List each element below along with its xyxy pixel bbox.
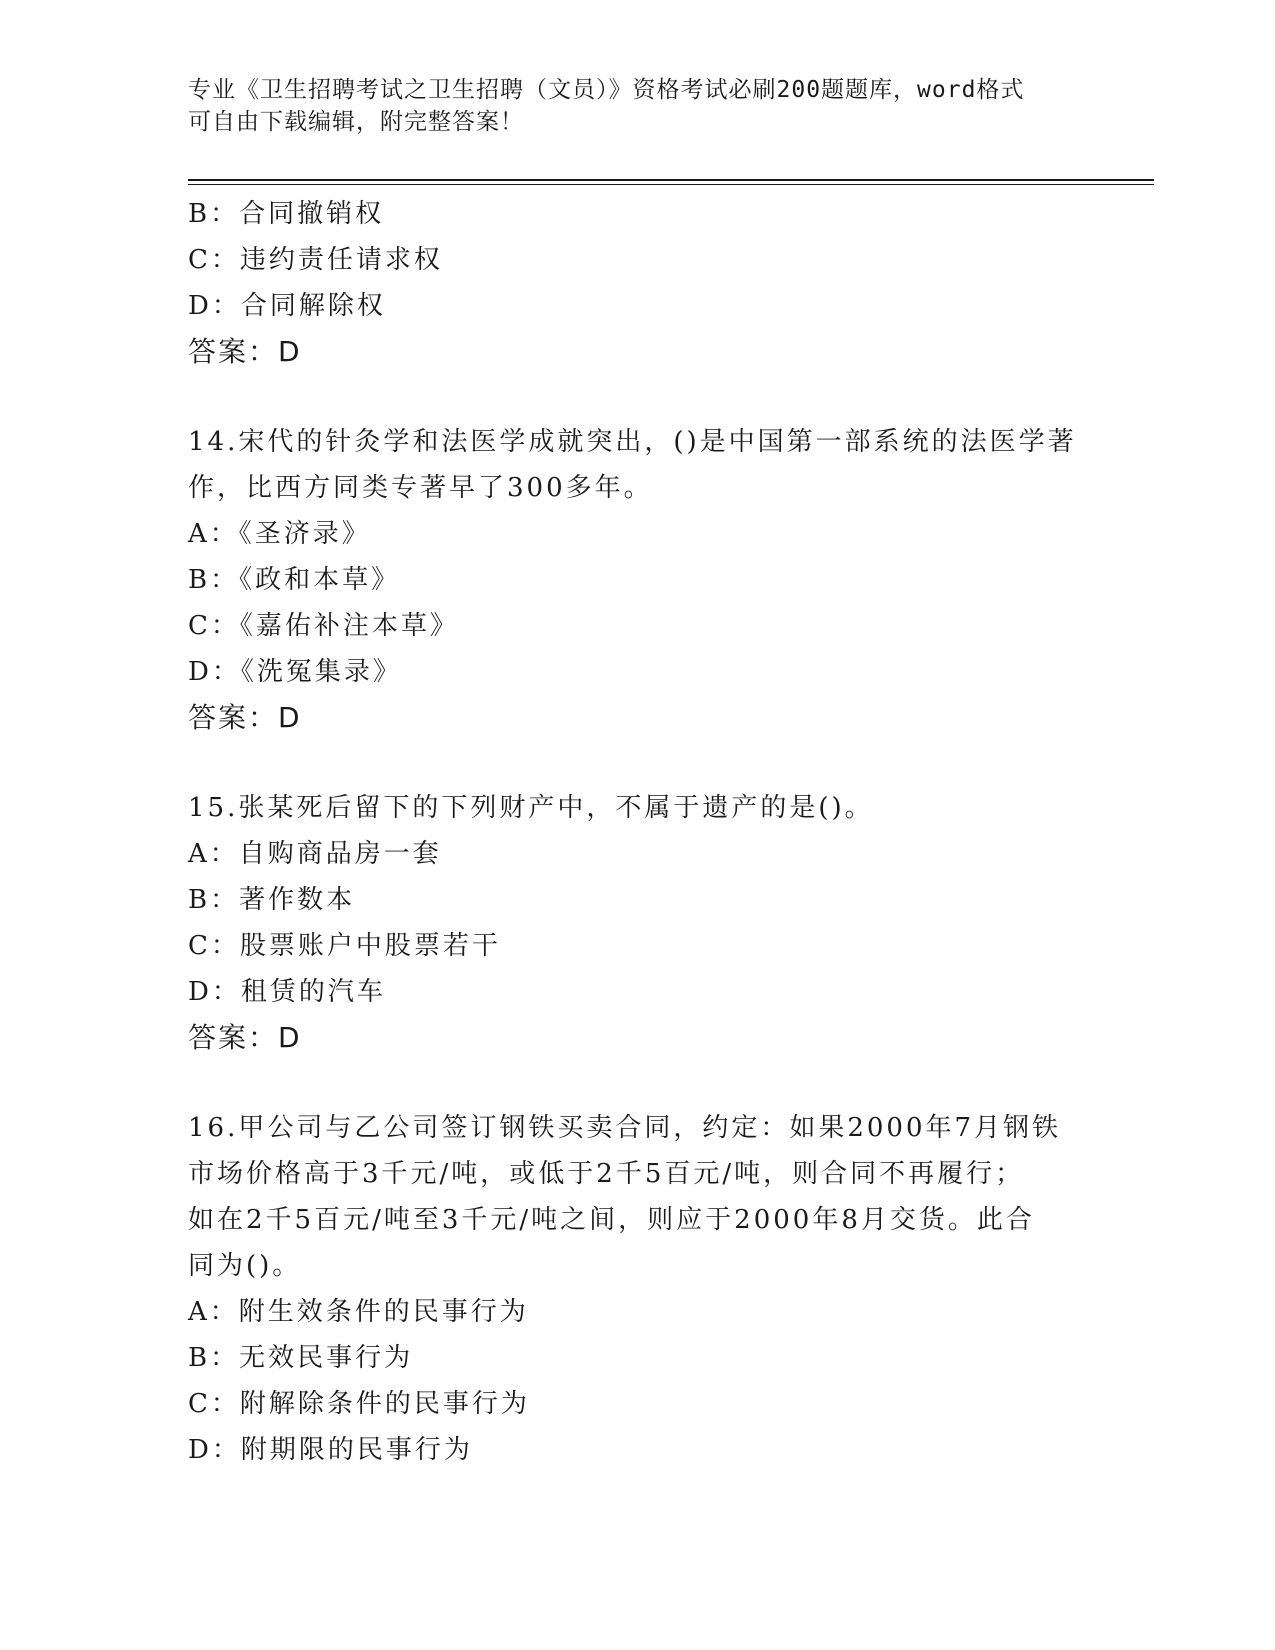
option-b: B：著作数本 bbox=[188, 885, 356, 915]
question-15 bbox=[188, 785, 1088, 1061]
question-stem-line: 同为()。 bbox=[188, 1251, 302, 1281]
question-stem-line: 市场价格高于3千元/吨，或低于2千5百元/吨，则合同不再履行； bbox=[188, 1159, 1025, 1189]
question-stem-line: 14.宋代的针灸学和法医学成就突出，()是中国第一部系统的法医学著 bbox=[188, 427, 1077, 457]
option-b: B：无效民事行为 bbox=[188, 1343, 414, 1373]
option-c: C：股票账户中股票若干 bbox=[188, 931, 501, 961]
option-b: B：《政和本草》 bbox=[188, 565, 401, 595]
answer-line: 答案：D bbox=[188, 335, 302, 368]
header-divider-thick bbox=[188, 179, 1154, 181]
document-header bbox=[188, 74, 1088, 138]
question-list bbox=[188, 191, 1088, 1473]
header-line-2: 可自由下载编辑，附完整答案！ bbox=[188, 109, 524, 135]
question-13-tail bbox=[188, 191, 1088, 375]
question-16 bbox=[188, 1105, 1088, 1473]
option-c: C：附解除条件的民事行为 bbox=[188, 1389, 530, 1419]
question-14 bbox=[188, 419, 1088, 741]
option-c: C：违约责任请求权 bbox=[188, 245, 443, 275]
answer-line: 答案：D bbox=[188, 1021, 302, 1054]
header-divider-thin bbox=[188, 184, 1154, 185]
option-d: D：租赁的汽车 bbox=[188, 977, 386, 1007]
option-a: A：《圣济录》 bbox=[188, 519, 371, 549]
option-a: A：自购商品房一套 bbox=[188, 839, 442, 869]
option-c: C：《嘉佑补注本草》 bbox=[188, 611, 459, 641]
option-d: D：《洗冤集录》 bbox=[188, 657, 402, 687]
question-stem-line: 作，比西方同类专著早了300多年。 bbox=[188, 473, 653, 503]
option-d: D：合同解除权 bbox=[188, 291, 386, 321]
header-line-1: 专业《卫生招聘考试之卫生招聘（文员）》资格考试必刷200题题库，word格式 bbox=[188, 77, 1025, 103]
option-a: A：附生效条件的民事行为 bbox=[188, 1297, 529, 1327]
question-stem-line: 15.张某死后留下的下列财产中，不属于遗产的是()。 bbox=[188, 793, 874, 823]
option-b: B：合同撤销权 bbox=[188, 199, 385, 229]
option-d: D：附期限的民事行为 bbox=[188, 1435, 473, 1465]
answer-line: 答案：D bbox=[188, 701, 302, 734]
question-stem-line: 如在2千5百元/吨至3千元/吨之间，则应于2000年8月交货。此合 bbox=[188, 1205, 1035, 1235]
question-stem-line: 16.甲公司与乙公司签订钢铁买卖合同，约定：如果2000年7月钢铁 bbox=[188, 1113, 1062, 1143]
